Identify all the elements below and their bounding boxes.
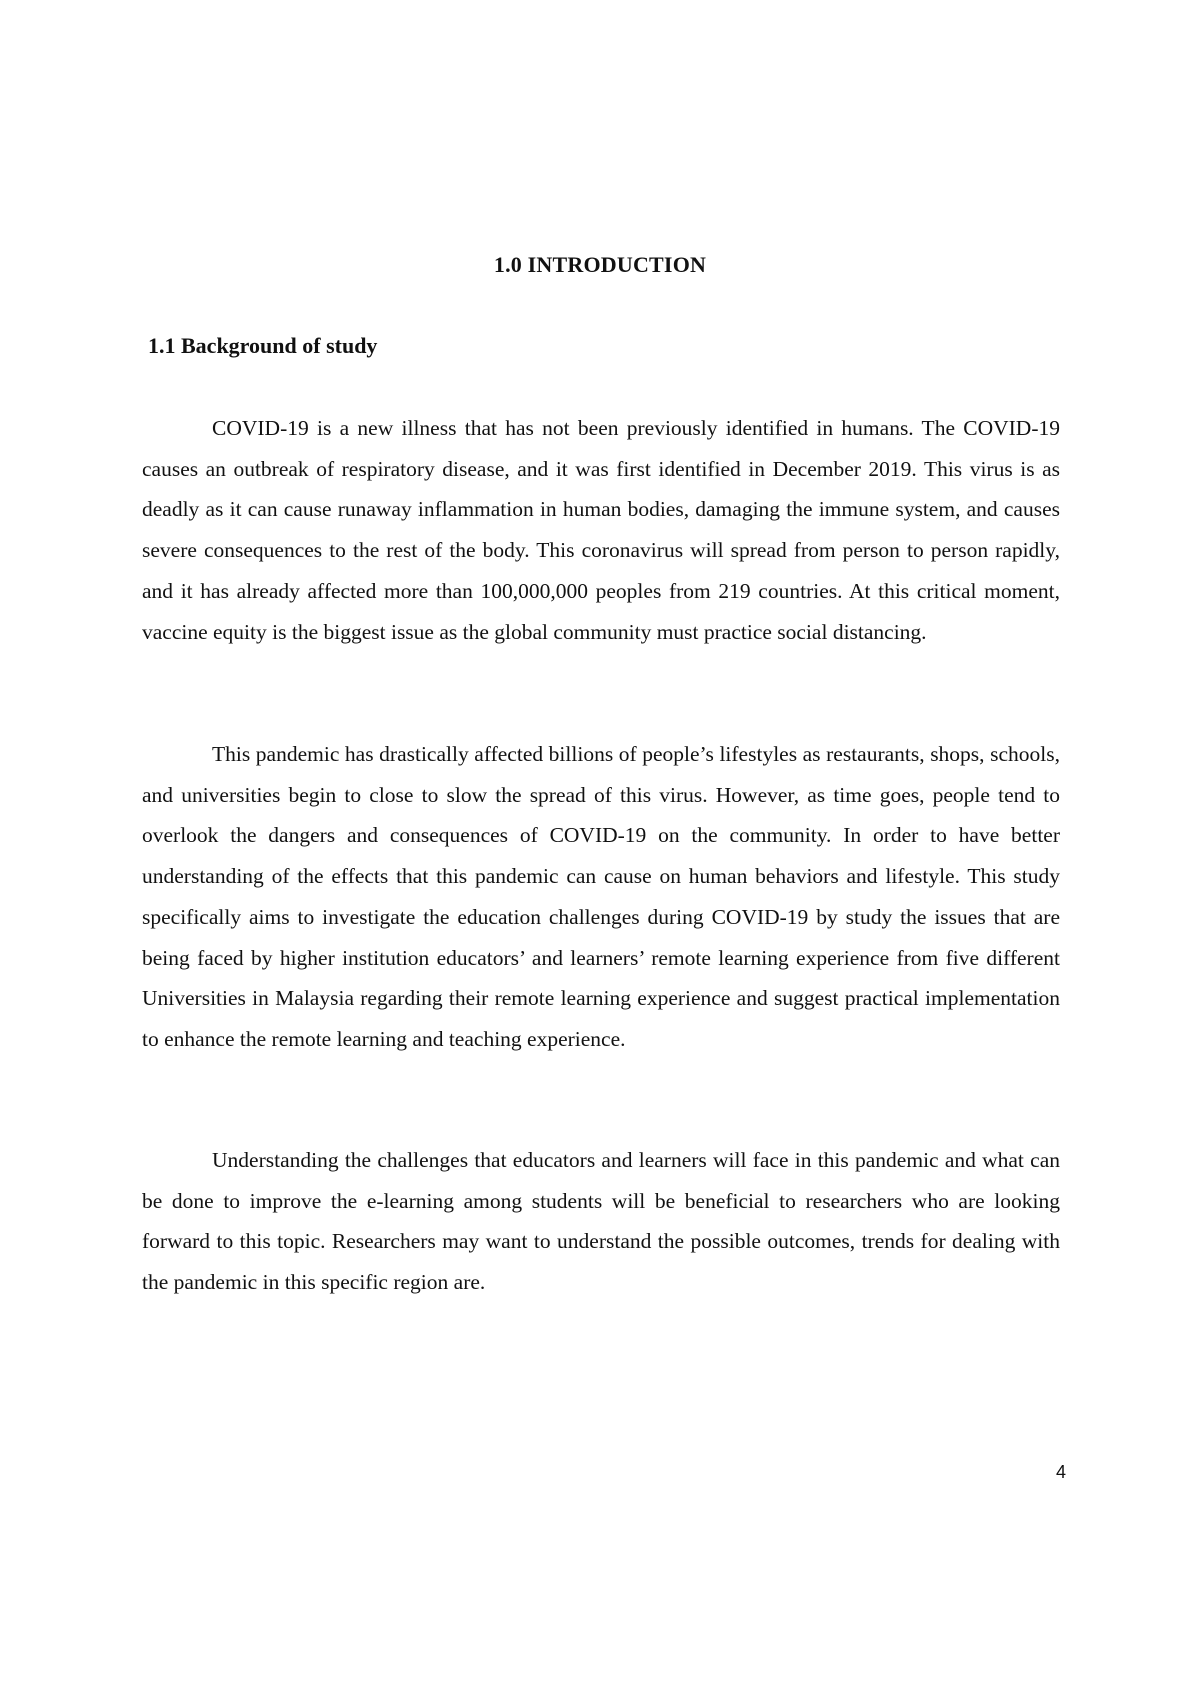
page-number: 4	[1055, 1462, 1066, 1482]
body-paragraph-3: Understanding the challenges that educators and learners will face in this pandemic and what can be done to improve the e-learning among students will be beneficial to researchers who are looking forward to this topic. Researchers may want to understand the possible outcomes, trends for dealing with the pandemic in this specific region are.	[142, 1148, 1060, 1295]
body-paragraph-1: COVID-19 is a new illness that has not been previously identified in humans. The COVID-19 causes an outbreak of respiratory disease, and it was first identified in December 2019. This virus is as deadly as it can cause runaway inflammation in human bodies, damaging the immune system, and causes severe consequences to the rest of the body. This coronavirus will spread from person to person rapidly, and it has already affected more than 100,000,000 peoples from 219 countries. At this critical moment, vaccine equity is the biggest issue as the global community must practice social distancing.	[142, 416, 1060, 644]
body-paragraph-2: This pandemic has drastically affected billions of people’s lifestyles as restaurants, shops, schools, and universities begin to close to slow the spread of this virus. However, as time goes, people tend to overlook the dangers and consequences of COVID-19 on the community. In order to have better understanding of the effects that this pandemic can cause on human behaviors and lifestyle. This study specifically aims to investigate the education challenges during COVID-19 by study the issues that are being faced by higher institution educators’ and learners’ remote learning experience from five different Universities in Malaysia regarding their remote learning experience and suggest practical implementation to enhance the remote learning and teaching experience.	[142, 742, 1060, 1051]
chapter-title: 1.0 INTRODUCTION	[493, 252, 707, 277]
section-title: 1.1 Background of study	[148, 333, 378, 358]
